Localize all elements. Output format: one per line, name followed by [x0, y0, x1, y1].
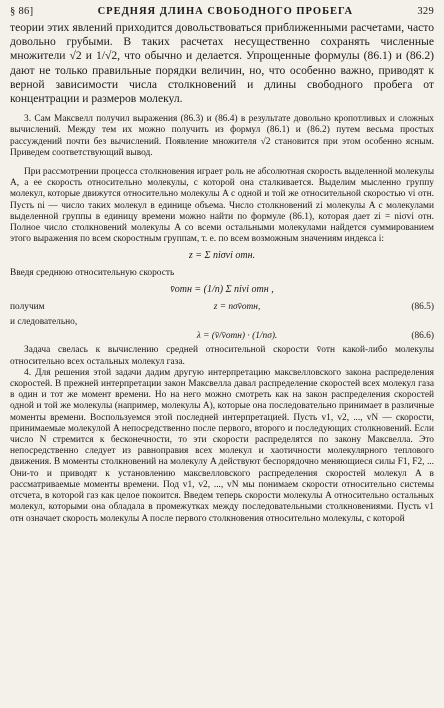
label-and-hence: и следовательно, — [10, 317, 78, 328]
formula-z: z = nσv̄отн, — [213, 302, 261, 313]
equation-number-86-5: (86.5) — [411, 302, 434, 313]
equation-row-86-6 — [10, 330, 434, 343]
section-ref: § 86] — [10, 6, 34, 17]
small-print-section — [10, 114, 434, 524]
intro-section — [10, 21, 434, 106]
page-number: 329 — [417, 6, 434, 17]
formula-z-sum: z = Σ niσvi отн. — [188, 250, 256, 262]
paragraph-6: Задача свелась к вычислению средней относительной скорости v̄отн какой-либо молекулы относительно всех остальных молекул газа. — [10, 345, 434, 367]
equation-number-86-6: (86.6) — [411, 331, 434, 342]
paragraph-3: 3. Сам Максвелл получил выражения (86.3) и (86.4) в результате довольно кропотливых и сложных вычислений. Между тем их можно получить из формул (86.1) и (86.2) путем весьма простых рассуждений почти без вычислений. Появление множителя √2 становится при этом особенно ясным. Приведем соответствующий вывод. — [10, 114, 434, 158]
intro-paragraph: теории этих явлений приходится довольствоваться приближенными расчетами, часто довольно грубыми. В таких расчетах несущественно сохранять численные множители √2 и 1/√2, что обычно и делается. Упрощенные формулы (86.1) и (86.2) дают не только правильные порядки величин, но, что особенно важно, приводят к верной зависимости числа столкновений и длины свободного пробега от концентрации и размеров молекул. — [10, 21, 434, 106]
paragraph-7: 4. Для решения этой задачи дадим другую интерпретацию максвелловского закона распределения скоростей. В прежней интерпретации закон Максвелла давал распределение скоростей всех молекул газа в один и тот же момент времени. Но на него можно смотреть как на закон распределения скоростей одной и той же молекулы (например, молекулы A), которые она последовательно принимает в различные моменты времени. Воспользуемся этой последней интерпретацией. Пусть v1, v2, ..., vN — скорости, принимаемые молекулой A непосредственно после первого, второго и последующих столкновений. Если число N стремится к бесконечности, то эти скорости распределятся по закону Максвелла. Это непосредственно следует из равноправия всех молекул и хаотичности молекулярного теплового движения. В моменты столкновений на молекулу A действуют беспорядочно меняющиеся силы F1, F2, ... Они-то и приводят к установлению максвелловского распределения скоростей молекул A в рассматриваемые моменты времени. Под v1, v2, ..., vN мы понимаем скорости относительно системы отсчета, в которой газ как целое покоится. Введем теперь скорости молекулы A относительно остальных молекул, которыми она обладала в промежутках между последовательными столкновениями. Пусть v1 отн означает скорость молекулы A после первого столкновения относительно молекулы, с которой — [10, 367, 434, 524]
running-title: СРЕДНЯЯ ДЛИНА СВОБОДНОГО ПРОБЕГА — [97, 6, 354, 17]
formula-mean-rel-velocity: v̄отн = (1/n) Σ nivi отн , — [170, 284, 274, 296]
formula-lambda: λ = (v̄/v̄отн) · (1/nσ). — [196, 331, 278, 342]
label-get: получим — [10, 302, 45, 313]
page-header — [10, 6, 434, 17]
equation-row-86-5 — [10, 301, 434, 314]
paragraph-5: Введя среднюю относительную скорость — [10, 268, 175, 279]
paragraph-4: При рассмотрении процесса столкновения играет роль не абсолютная скорость выделенной молекулы A, а ее скорость относительно молекулы, с которой она сталкивается. Выделим мысленно группу молекул, которые движутся относительно молекулы A с одной и той же относительной скоростью vi отн. Пусть ni — число таких молекул в единице объема. Число столкновений zi молекулы A с молекулами выделенной группы в единицу времени можно найти по формуле (86.1), которая дает zi = niσvi отн. Полное число столкновений молекулы A со всеми остальными молекулами найдется суммированием этого выражения по всем скоростным группам, т. е. по всем возможным значениям индекса i: — [10, 167, 434, 245]
